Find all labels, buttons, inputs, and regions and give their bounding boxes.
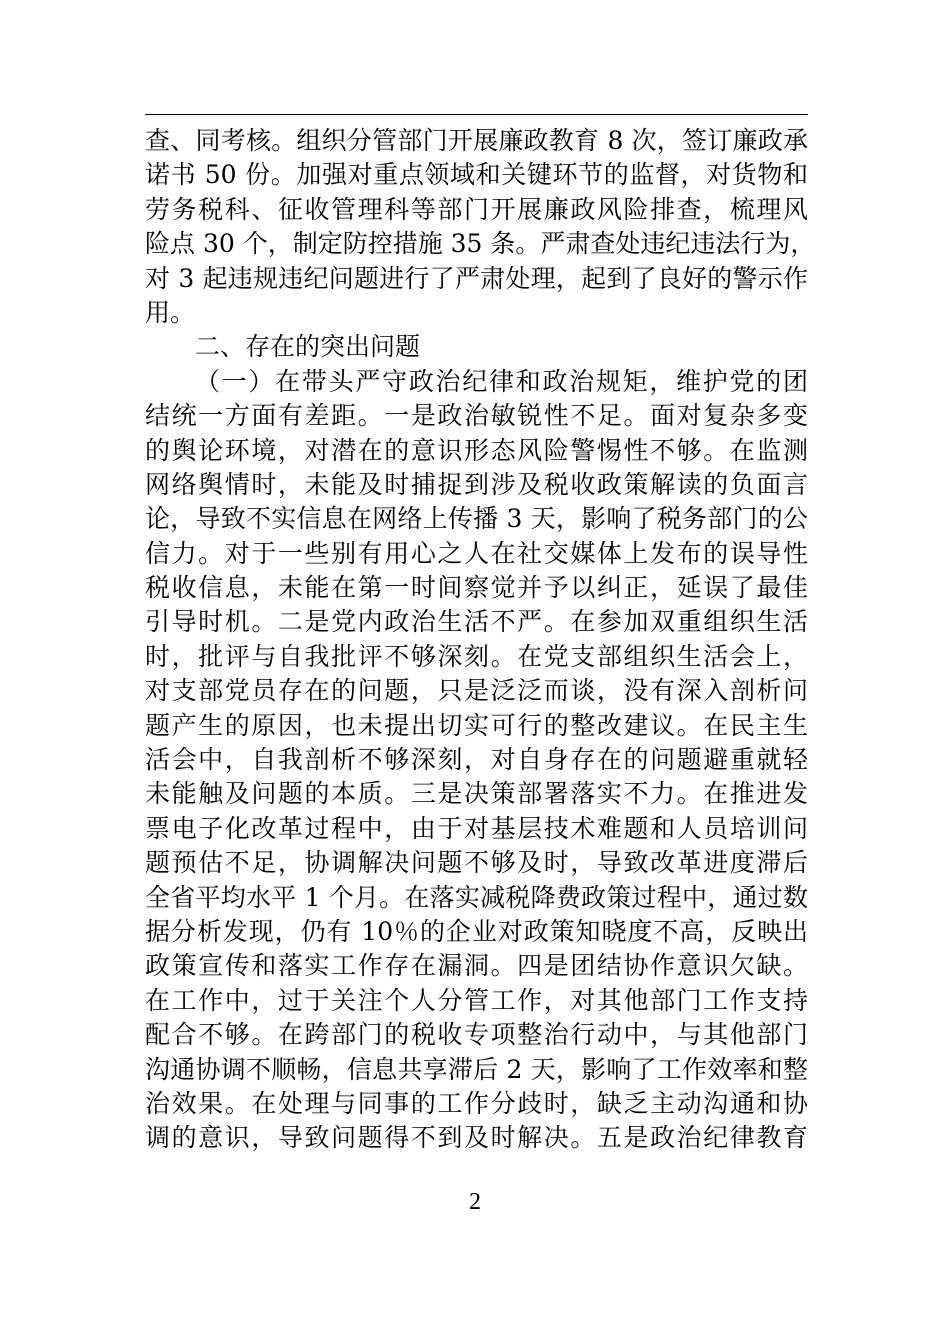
text-line: 对支部党员存在的问题，只是泛泛而谈，没有深入剖析问	[145, 676, 808, 706]
text-line: 税收信息，未能在第一时间察觉并予以纠正，延误了最佳	[145, 573, 808, 603]
text-line: 诺书 50 份。加强对重点领域和关键环节的监督，对货物和	[145, 160, 808, 190]
text-line: 配合不够。在跨部门的税收专项整治行动中，与其他部门	[145, 1020, 808, 1050]
text-line: 时，批评与自我批评不够深刻。在党支部组织生活会上，	[145, 641, 808, 671]
section-heading: 二、存在的突出问题	[195, 332, 421, 362]
text-line: 治效果。在处理与同事的工作分歧时，缺乏主动沟通和协	[145, 1088, 808, 1118]
text-line: 用。	[145, 297, 196, 327]
text-line: 题产生的原因，也未提出切实可行的整改建议。在民主生	[145, 710, 808, 740]
text-line: 的舆论环境，对潜在的意识形态风险警惕性不够。在监测	[145, 435, 808, 465]
header-rule	[145, 114, 808, 115]
paragraph-first-line: （一）在带头严守政治纪律和政治规矩，维护党的团	[195, 366, 808, 396]
text-line: 劳务税科、征收管理科等部门开展廉政风险排查，梳理风	[145, 194, 808, 224]
text-line: 沟通协调不顺畅，信息共享滞后 2 天，影响了工作效率和整	[145, 1054, 808, 1084]
text-line: 题预估不足，协调解决问题不够及时，导致改革进度滞后	[145, 848, 808, 878]
page-number: 2	[469, 1189, 481, 1215]
text-line: 在工作中，过于关注个人分管工作，对其他部门工作支持	[145, 985, 808, 1015]
text-line: 信力。对于一些别有用心之人在社交媒体上发布的误导性	[145, 538, 808, 568]
text-line: 险点 30 个，制定防控措施 35 条。严肃查处违纪违法行为，	[145, 229, 816, 259]
text-line: 调的意识，导致问题得不到及时解决。五是政治纪律教育	[145, 1123, 808, 1153]
text-line: 未能触及问题的本质。三是决策部署落实不力。在推进发	[145, 779, 808, 809]
text-line: 票电子化改革过程中，由于对基层技术难题和人员培训问	[145, 813, 808, 843]
text-line: 政策宣传和落实工作存在漏洞。四是团结协作意识欠缺。	[145, 951, 808, 981]
text-line: 网络舆情时，未能及时捕捉到涉及税收政策解读的负面言	[145, 469, 808, 499]
text-line: 全省平均水平 1 个月。在落实减税降费政策过程中，通过数	[145, 882, 808, 912]
text-line: 结统一方面有差距。一是政治敏锐性不足。面对复杂多变	[145, 401, 808, 431]
text-line: 查、同考核。组织分管部门开展廉政教育 8 次，签订廉政承	[145, 126, 808, 155]
text-line: 引导时机。二是党内政治生活不严。在参加双重组织生活	[145, 607, 808, 637]
text-line: 对 3 起违规违纪问题进行了严肃处理，起到了良好的警示作	[145, 263, 808, 293]
text-line: 活会中，自我剖析不够深刻，对自身存在的问题避重就轻	[145, 745, 808, 775]
text-line: 据分析发现，仍有 10％的企业对政策知晓度不高，反映出	[145, 916, 808, 946]
text-line: 论，导致不实信息在网络上传播 3 天，影响了税务部门的公	[145, 504, 808, 534]
body-text	[145, 124, 816, 1156]
